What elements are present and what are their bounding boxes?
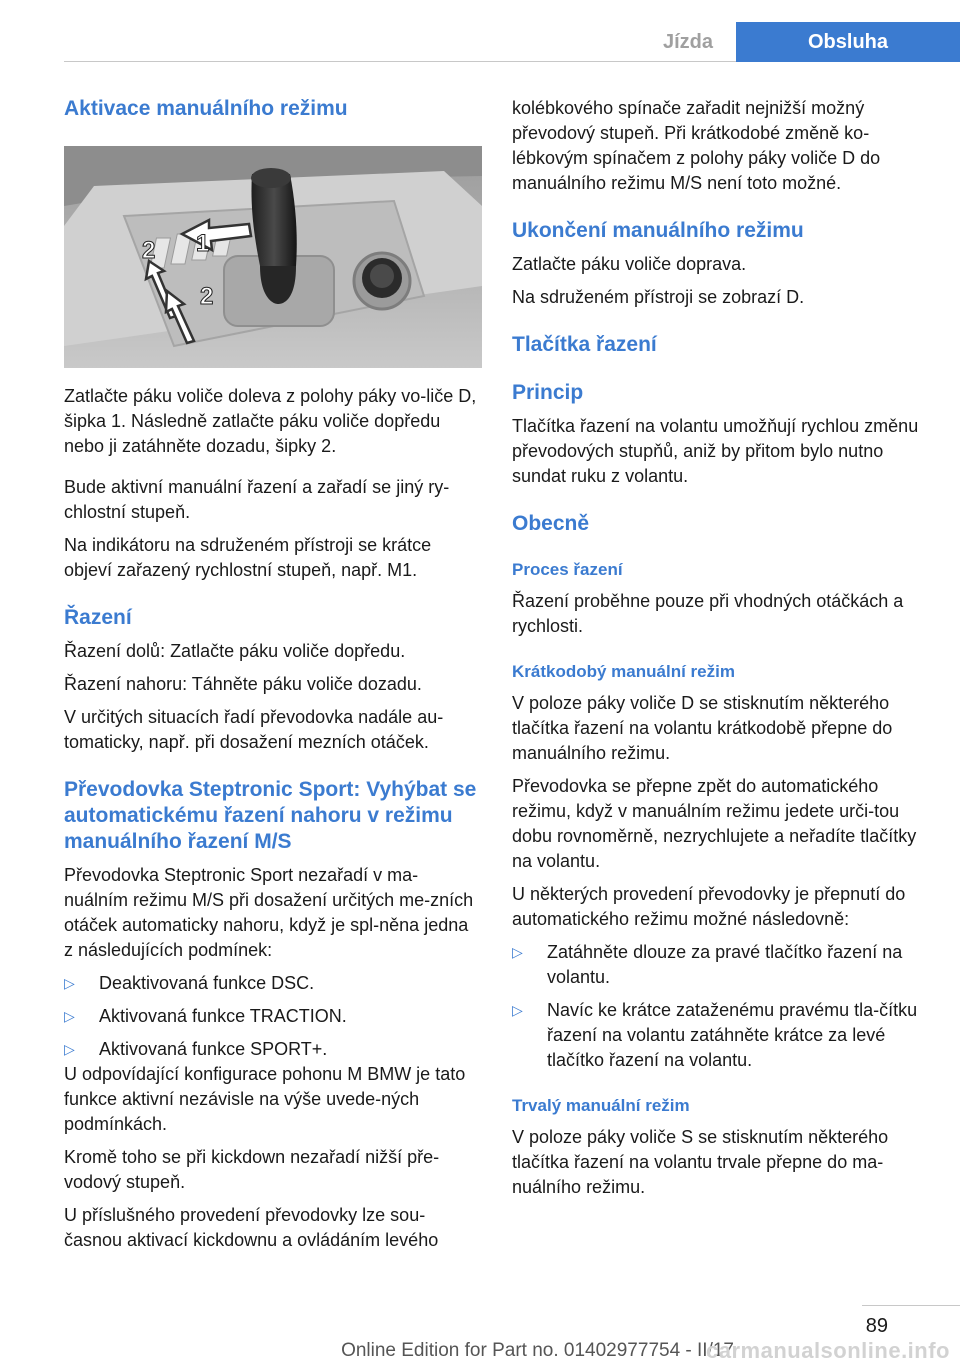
paragraph: V určitých situacích řadí převodovka nadále au-tomaticky, např. při dosažení mezních otáček.: [64, 707, 444, 752]
gear-selector-photo: [64, 146, 482, 368]
heading-shift-process: Proces řazení: [512, 560, 623, 579]
paragraph: Převodovka se přepne zpět do automatického režimu, když v manuálním režimu jedete urči-tou dobu rovnoměrně, nezrychlujete a neřadíte tlačítky na volantu.: [512, 776, 917, 871]
paragraph: Zatlačte páku voliče doprava.: [512, 254, 747, 274]
right-column: [512, 96, 932, 1200]
heading-activation: Aktivace manuálního režimu: [64, 97, 348, 120]
paragraph: Řazení nahoru: Táhněte páku voliče dozadu.: [64, 674, 422, 694]
paragraph: Na indikátoru na sdruženém přístroji se krátce objeví zařazený rychlostní stupeň, např. M1.: [64, 535, 432, 580]
paragraph: Převodovka Steptronic Sport nezařadí v ma-nuálním režimu M/S při dosažení určitých me-zních otáček automaticky nahoru, když je spl-něna jedna z následujících podmínek:: [64, 865, 474, 960]
arrow-label-1: 1: [196, 230, 210, 257]
tab-obsluha[interactable]: Obsluha: [736, 22, 960, 62]
list-item: ▷ Deaktivovaná funkce DSC.: [64, 971, 482, 996]
paragraph: Zatlačte páku voliče doleva z polohy páky vo-liče D, šipka 1. Následně zatlačte páku voliče dopředu nebo ji zatáhněte dozadu, šipky 2.: [64, 386, 477, 456]
arrow-label-2b: 2: [200, 283, 214, 310]
paragraph: U příslušného provedení převodovky lze sou-časnou aktivací kickdownu a ovládáním levého: [64, 1205, 439, 1250]
heading-steptronic-sport: Převodovka Steptronic Sport: Vyhýbat se automatickému řazení nahoru v režimu manuálního řazení M/S: [64, 778, 477, 853]
edition-note: Online Edition for Part no. 01402977754 - II/17: [341, 1340, 734, 1361]
tab-jizda[interactable]: Jízda: [662, 30, 714, 53]
paragraph: Na sdruženém přístroji se zobrazí D.: [512, 287, 805, 307]
triangle-bullet-icon: ▷: [64, 975, 75, 991]
switch-back-list: [512, 940, 932, 1073]
paragraph: Kromě toho se při kickdown nezařadí nižší pře-vodový stupeň.: [64, 1147, 440, 1192]
list-item: ▷ Aktivovaná funkce SPORT+.: [64, 1037, 482, 1062]
heading-shifting: Řazení: [64, 606, 132, 629]
list-item: ▷ Aktivovaná funkce TRACTION.: [64, 1004, 482, 1029]
heading-end-manual: Ukončení manuálního režimu: [512, 219, 804, 242]
paragraph: Bude aktivní manuální řazení a zařadí se jiný ry-chlostní stupeň.: [64, 477, 450, 522]
triangle-bullet-icon: ▷: [64, 1008, 75, 1024]
heading-shift-paddles: Tlačítka řazení: [512, 333, 657, 356]
condition-list: [64, 971, 482, 1062]
triangle-bullet-icon: ▷: [512, 944, 523, 960]
paragraph: Řazení proběhne pouze při vhodných otáčkách a rychlosti.: [512, 591, 904, 636]
gear-selector-illustration: [64, 146, 482, 368]
paragraph: kolébkového spínače zařadit nejnižší možný převodový stupeň. Při krátkodobé změně ko-lébkovým spínačem z polohy páky voliče D do manuálního režimu M/S není toto možné.: [512, 98, 881, 193]
paragraph: U odpovídající konfigurace pohonu M BMW je tato funkce aktivní nezávisle na výše uvede-ných podmínkách.: [64, 1064, 466, 1134]
triangle-bullet-icon: ▷: [64, 1041, 75, 1057]
left-column: [64, 96, 482, 1253]
heading-general: Obecně: [512, 512, 590, 535]
page-number: 89: [865, 1315, 888, 1337]
list-item: ▷ Zatáhněte dlouze za pravé tlačítko řazení na volantu.: [512, 942, 903, 987]
heading-permanent-manual: Trvalý manuální režim: [512, 1096, 690, 1115]
paragraph: V poloze páky voliče D se stisknutím některého tlačítka řazení na volantu krátkodobě přepne do manuálního režimu.: [512, 693, 893, 763]
heading-temporary-manual: Krátkodobý manuální režim: [512, 662, 735, 681]
heading-principle: Princip: [512, 381, 584, 404]
arrow-label-2a: 2: [142, 237, 156, 264]
triangle-bullet-icon: ▷: [512, 1002, 523, 1018]
paragraph: U některých provedení převodovky je přepnutí do automatického režimu možné následovně:: [512, 884, 906, 929]
paragraph: Tlačítka řazení na volantu umožňují rychlou změnu převodových stupňů, aniž by přitom bylo nutno sundat ruku z volantu.: [512, 416, 919, 486]
paragraph: Řazení dolů: Zatlačte páku voliče dopředu.: [64, 641, 406, 661]
paragraph: V poloze páky voliče S se stisknutím některého tlačítka řazení na volantu trvale přepne do ma-nuálního režimu.: [512, 1127, 889, 1197]
watermark: carmanualsonline.info: [706, 1338, 950, 1363]
footer-rule: [862, 1305, 960, 1306]
list-item: ▷ Navíc ke krátce zataženému pravému tla-čítku řazení na volantu zatáhněte krátce za levé tlačítko řazení na volantu.: [512, 1000, 918, 1070]
